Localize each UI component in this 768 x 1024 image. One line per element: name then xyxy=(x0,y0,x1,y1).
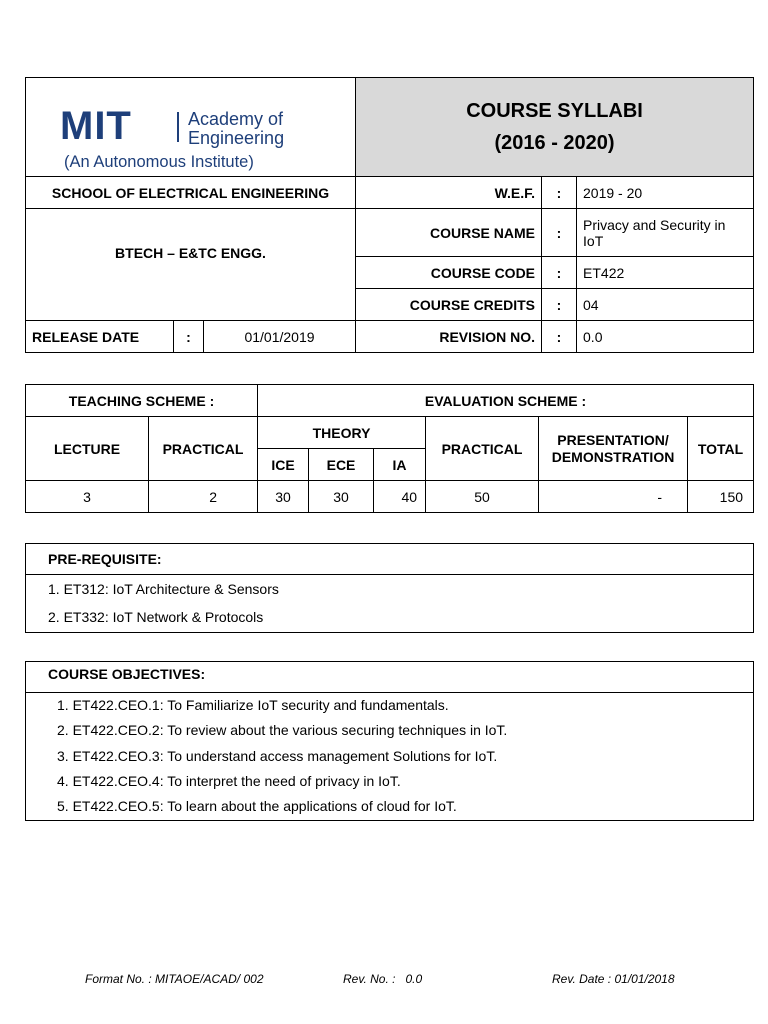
eval-practical-value: 50 xyxy=(426,481,539,513)
list-item: 1. ET312: IoT Architecture & Sensors xyxy=(48,581,279,597)
logo-cell xyxy=(26,78,356,177)
lecture-value: 3 xyxy=(26,481,149,513)
list-item: 1. ET422.CEO.1: To Familiarize IoT security and fundamentals. xyxy=(57,697,449,713)
evaluation-scheme-heading: EVALUATION SCHEME : xyxy=(258,385,754,417)
objectives-section xyxy=(25,661,754,821)
course-code-value: ET422 xyxy=(577,257,754,289)
presentation-value: - xyxy=(539,481,688,513)
ia-value: 40 xyxy=(374,481,426,513)
lecture-header: LECTURE xyxy=(26,417,149,481)
prerequisite-list xyxy=(26,575,753,631)
practical-value: 2 xyxy=(149,481,258,513)
practical-header: PRACTICAL xyxy=(149,417,258,481)
course-name-label: COURSE NAME xyxy=(356,209,542,257)
colon: : xyxy=(542,289,577,321)
footer-rev-no: Rev. No. : 0.0 xyxy=(343,972,423,986)
school-name: SCHOOL OF ELECTRICAL ENGINEERING xyxy=(26,177,356,209)
objectives-heading: COURSE OBJECTIVES: xyxy=(26,662,753,693)
logo-mit-text: MIT xyxy=(60,104,132,148)
colon: : xyxy=(174,321,204,353)
colon: : xyxy=(542,257,577,289)
total-value: 150 xyxy=(688,481,754,513)
footer-format-no: Format No. : MITAOE/ACAD/ 002 xyxy=(85,972,264,986)
ece-value: 30 xyxy=(309,481,374,513)
list-item: 2. ET422.CEO.2: To review about the various securing techniques in IoT. xyxy=(57,722,508,739)
ice-header: ICE xyxy=(258,449,309,481)
colon: : xyxy=(542,321,577,353)
logo-divider xyxy=(177,112,179,142)
total-header: TOTAL xyxy=(688,417,754,481)
logo-academy-text: Academy of Engineering xyxy=(188,109,285,148)
scheme-table xyxy=(25,384,754,513)
colon: : xyxy=(542,209,577,257)
course-credits-value: 04 xyxy=(577,289,754,321)
theory-header: THEORY xyxy=(258,417,426,449)
list-item: 4. ET422.CEO.4: To interpret the need of privacy in IoT. xyxy=(57,772,401,789)
release-date-label: RELEASE DATE xyxy=(26,321,174,353)
course-name-value: Privacy and Security in IoT xyxy=(577,209,754,257)
course-header-table xyxy=(25,77,754,353)
list-item: 5. ET422.CEO.5: To learn about the applications of cloud for IoT. xyxy=(57,798,457,815)
release-date-value: 01/01/2019 xyxy=(204,321,356,353)
wef-label: W.E.F. xyxy=(356,177,542,209)
ia-header: IA xyxy=(374,449,426,481)
program-name: BTECH – E&TC ENGG. xyxy=(26,209,356,321)
eval-practical-header: PRACTICAL xyxy=(426,417,539,481)
wef-value: 2019 - 20 xyxy=(577,177,754,209)
course-credits-label: COURSE CREDITS xyxy=(356,289,542,321)
list-item: 2. ET332: IoT Network & Protocols xyxy=(48,609,264,625)
ece-header: ECE xyxy=(309,449,374,481)
footer-rev-date: Rev. Date : 01/01/2018 xyxy=(552,972,675,986)
colon: : xyxy=(542,177,577,209)
revision-value: 0.0 xyxy=(577,321,754,353)
list-item: 3. ET422.CEO.3: To understand access management Solutions for IoT. xyxy=(57,747,498,764)
presentation-header: PRESENTATION/ DEMONSTRATION xyxy=(539,417,688,481)
teaching-scheme-heading: TEACHING SCHEME : xyxy=(26,385,258,417)
revision-label: REVISION NO. xyxy=(356,321,542,353)
institute-logo xyxy=(26,78,355,176)
prerequisite-section xyxy=(25,543,754,633)
course-code-label: COURSE CODE xyxy=(356,257,542,289)
syllabus-title: COURSE SYLLABI (2016 - 2020) xyxy=(356,78,754,177)
prerequisite-heading: PRE-REQUISITE: xyxy=(26,544,753,575)
ice-value: 30 xyxy=(258,481,309,513)
logo-autonomous-text: (An Autonomous Institute) xyxy=(64,153,254,171)
objectives-list xyxy=(26,693,753,819)
